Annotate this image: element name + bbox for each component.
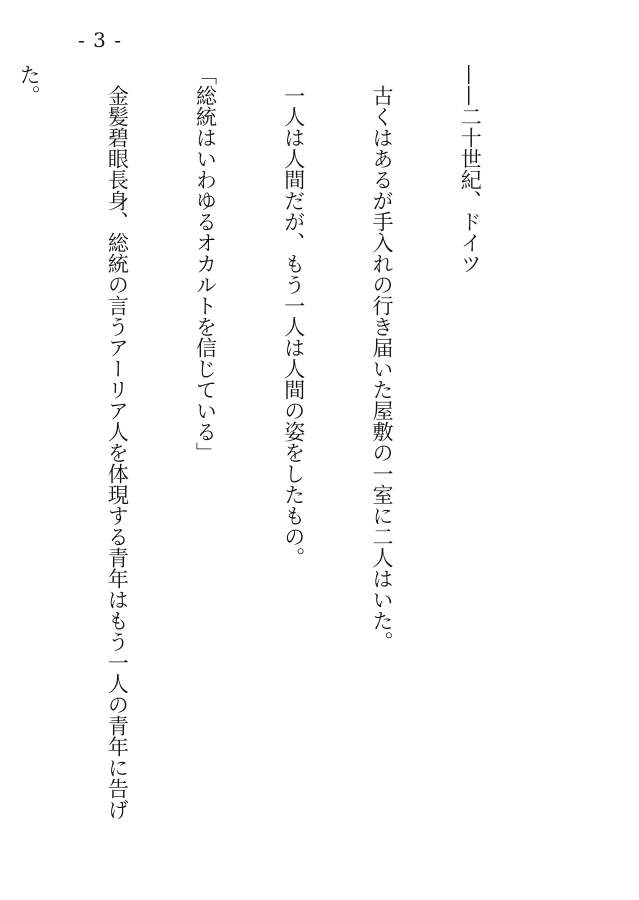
text-line: 一人は人間だが、もう一人は人間の姿をしたもの。 (281, 64, 306, 568)
text-line: 金髪碧眼長身、総統の言うアーリア人を体現する青年はもう一人の青年に告げ (105, 64, 130, 820)
text-line: た。 (17, 64, 42, 106)
text-line: ——二十世紀、ドイツ (458, 64, 483, 274)
text-line: 古くはあるが手入れの行き届いた屋敷の一室に二人はいた。 (369, 64, 394, 652)
body-text (0, 64, 543, 864)
text-line: 「総統はいわゆるオカルトを信じている」 (193, 64, 218, 463)
page-number: - 3 - (78, 28, 122, 52)
